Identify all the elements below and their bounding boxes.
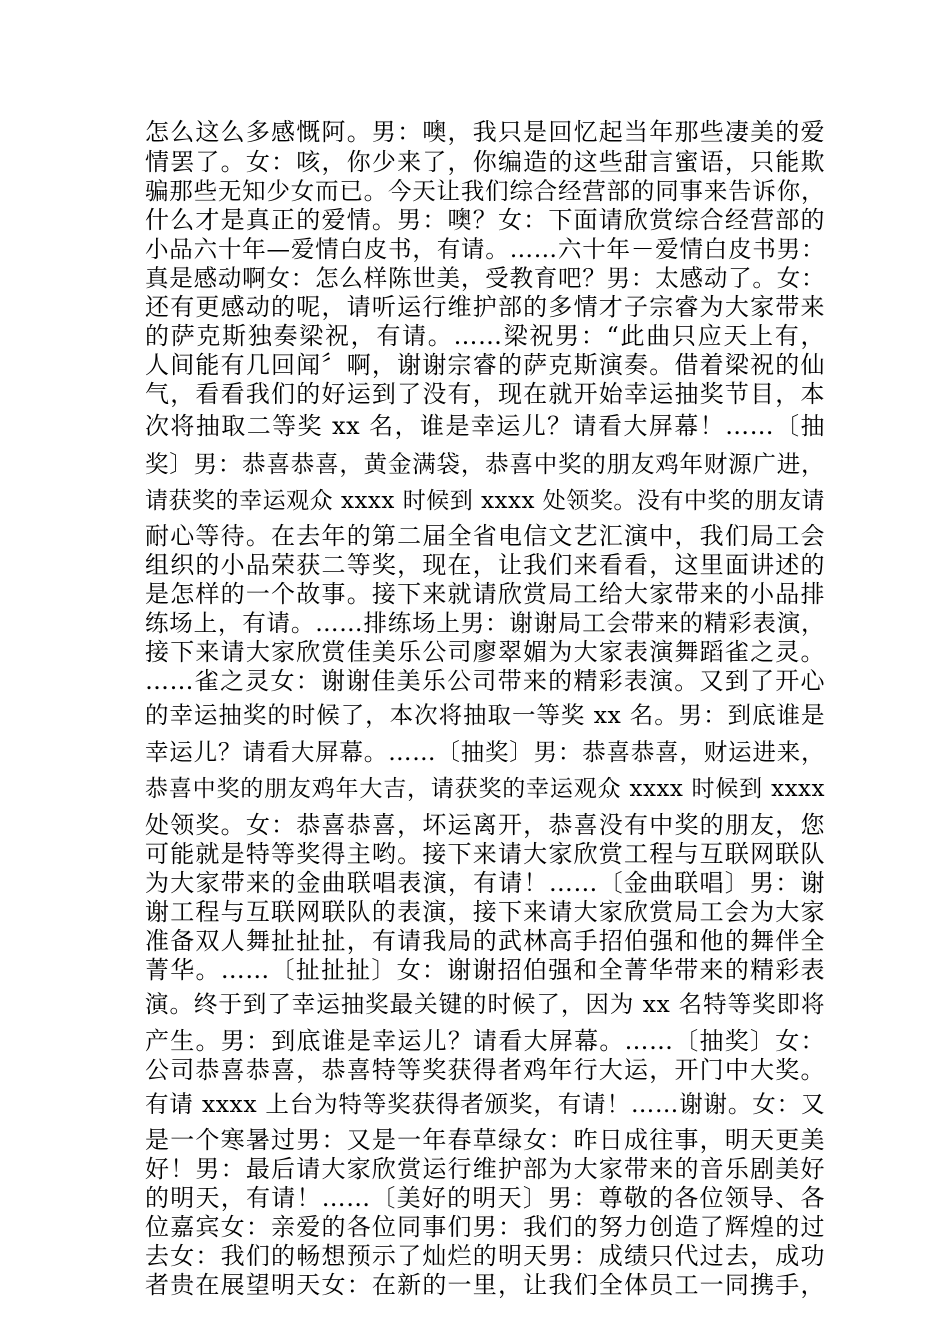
- text-line: 组织的小品荣获二等奖，现在，让我们来看看，这里面讲述的: [145, 551, 825, 579]
- text-line: 幸运儿？请看大屏幕。……〔抽奖〕男：恭喜恭喜，财运进来，: [145, 738, 825, 766]
- text-line: 的明天，有请！……〔美好的明天〕男：尊敬的各位领导、各: [145, 1184, 825, 1212]
- text-line: 公司恭喜恭喜，恭喜特等奖获得者鸡年行大运，开门中大奖。: [145, 1056, 825, 1084]
- text-line: 去女：我们的畅想预示了灿烂的明天男：成绩只代过去，成功: [145, 1242, 825, 1270]
- text-line: 怎么这么多感慨阿。男：噢，我只是回忆起当年那些凄美的爱: [145, 118, 825, 146]
- text-line: 还有更感动的呢，请听运行维护部的多情才子宗睿为大家带来: [145, 293, 825, 321]
- text-line: 次将抽取二等奖 xx 名，谁是幸运儿？请看大屏幕！……〔抽: [145, 412, 825, 440]
- text-line: 谢工程与互联网联队的表演，接下来请大家欣赏局工会为大家: [145, 898, 825, 926]
- text-line: 可能就是特等奖得主哟。接下来请大家欣赏工程与互联网联队: [145, 840, 825, 868]
- text-line: 的幸运抽奖的时候了，本次将抽取一等奖 xx 名。男：到底谁是: [145, 701, 825, 729]
- text-line: 处领奖。女：恭喜恭喜，坏运离开，恭喜没有中奖的朋友，您: [145, 811, 825, 839]
- text-line: 演。终于到了幸运抽奖最关键的时候了，因为 xx 名特等奖即将: [145, 990, 825, 1018]
- text-line: 好！男：最后请大家欣赏运行维护部为大家带来的音乐剧美好: [145, 1155, 825, 1183]
- text-line: 小品六十年—爱情白皮书，有请。……六十年－爱情白皮书男：: [145, 235, 825, 263]
- text-line: 气，看看我们的好运到了没有，现在就开始幸运抽奖节目，本: [145, 380, 825, 408]
- text-line: 是一个寒暑过男：又是一年春草绿女：昨日成往事，明天更美: [145, 1126, 825, 1154]
- text-line: 什么才是真正的爱情。男：噢？女：下面请欣赏综合经营部的: [145, 206, 825, 234]
- text-line: 恭喜中奖的朋友鸡年大吉，请获奖的幸运观众 xxxx 时候到 xxxx: [145, 776, 825, 802]
- text-line: 人间能有几回闻〞啊，谢谢宗睿的萨克斯演奏。借着梁祝的仙: [145, 351, 825, 379]
- text-line: 奖〕男：恭喜恭喜，黄金满袋，恭喜中奖的朋友鸡年财源广进，: [145, 450, 825, 478]
- text-line: 的萨克斯独奏梁祝，有请。……梁祝男：“此曲只应天上有，: [145, 322, 825, 350]
- text-line: 产生。男：到底谁是幸运儿？请看大屏幕。……〔抽奖〕女：: [145, 1027, 825, 1055]
- text-line: 请获奖的幸运观众 xxxx 时候到 xxxx 处领奖。没有中奖的朋友请: [145, 488, 825, 514]
- text-line: ……雀之灵女：谢谢佳美乐公司带来的精彩表演。又到了开心: [145, 667, 825, 695]
- text-line: 是怎样的一个故事。接下来就请欣赏局工给大家带来的小品排: [145, 580, 825, 608]
- text-line: 为大家带来的金曲联唱表演，有请！……〔金曲联唱〕男：谢: [145, 869, 825, 897]
- text-line: 菁华。……〔扯扯扯〕女：谢谢招伯强和全菁华带来的精彩表: [145, 956, 825, 984]
- text-line: 骗那些无知少女而已。今天让我们综合经营部的同事来告诉你，: [145, 177, 825, 205]
- text-line: 者贵在展望明天女：在新的一里，让我们全体员工一同携手，: [145, 1271, 825, 1299]
- text-line: 位嘉宾女：亲爱的各位同事们男：我们的努力创造了辉煌的过: [145, 1213, 825, 1241]
- text-line: 练场上，有请。……排练场上男：谢谢局工会带来的精彩表演，: [145, 609, 825, 637]
- text-line: 准备双人舞扯扯扯，有请我局的武林高手招伯强和他的舞伴全: [145, 927, 825, 955]
- text-line: 情罢了。女：咳，你少来了，你编造的这些甜言蜜语，只能欺: [145, 148, 825, 176]
- text-line: 接下来请大家欣赏佳美乐公司廖翠媚为大家表演舞蹈雀之灵。: [145, 638, 825, 666]
- text-line: 真是感动啊女：怎么样陈世美，受教育吧？男：太感动了。女：: [145, 264, 825, 292]
- text-line: 耐心等待。在去年的第二届全省电信文艺汇演中，我们局工会: [145, 522, 825, 550]
- text-line: 有请 xxxx 上台为特等奖获得者颁奖，有请！……谢谢。女：又: [145, 1090, 825, 1118]
